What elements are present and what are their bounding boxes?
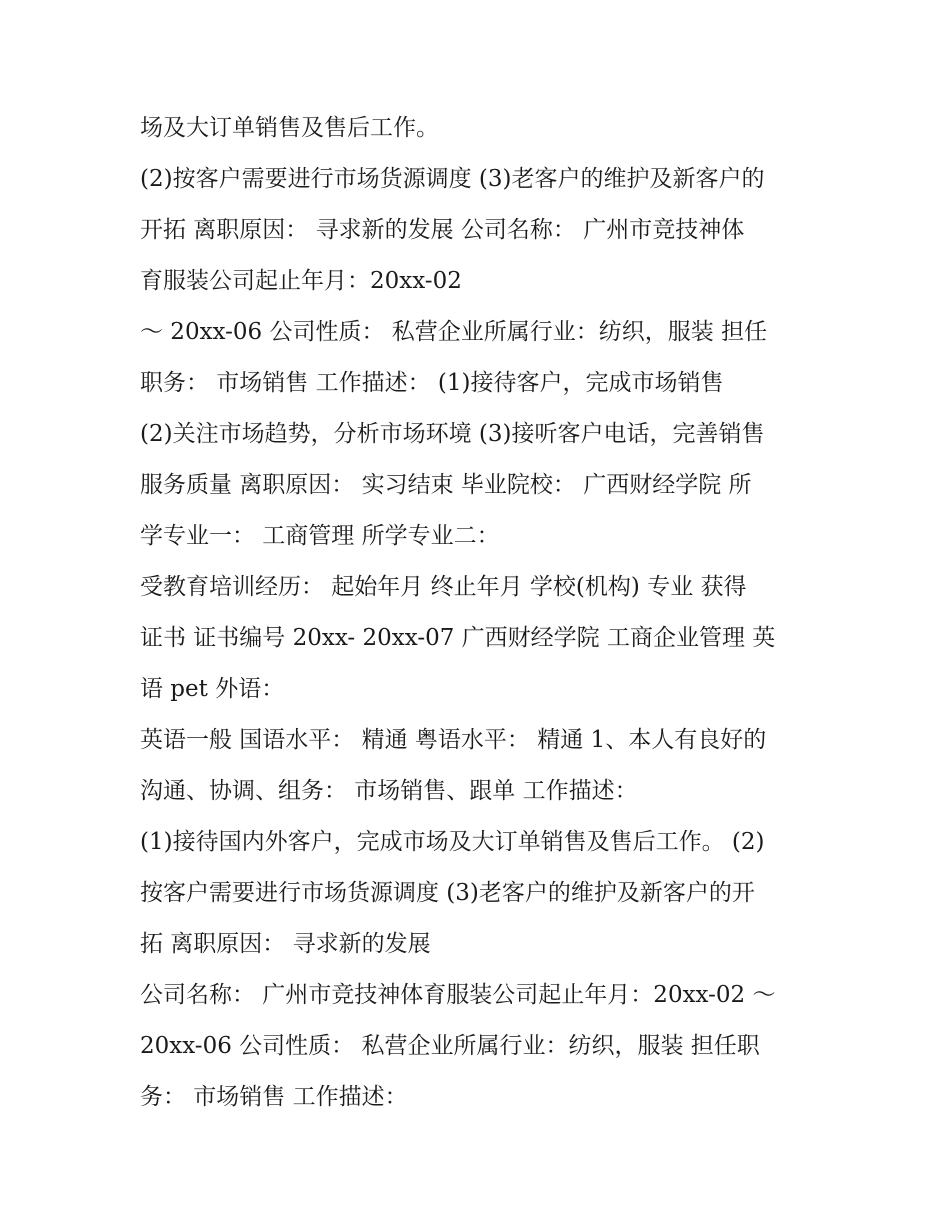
document-body [140, 106, 820, 1126]
text-line-3: 开拓 离职原因： 寻求新的发展 公司名称： 广州市竞技神体 [140, 217, 745, 243]
text-line-16: 按客户需要进行市场货源调度 (3)老客户的维护及新客户的开 [140, 880, 755, 906]
text-line-1: 场及大订单销售及售后工作。 [140, 115, 439, 141]
text-line-4: 育服装公司起止年月：20xx-02 [140, 268, 462, 294]
text-line-12: 语 pet 外语： [140, 676, 285, 702]
text-line-13: 英语一般 国语水平： 精通 粤语水平： 精通 1、本人有良好的 [140, 727, 767, 753]
text-line-19: 20xx-06 公司性质： 私营企业所属行业：纺织，服装 担任职 [140, 1033, 760, 1059]
text-line-7: (2)关注市场趋势，分析市场环境 (3)接听客户电话，完善销售 [140, 421, 765, 447]
text-line-14: 沟通、协调、组务： 市场销售、跟单 工作描述： [140, 778, 638, 804]
text-line-20: 务： 市场销售 工作描述： [140, 1084, 408, 1110]
text-line-11: 证书 证书编号 20xx- 20xx-07 广西财经学院 工商企业管理 英 [140, 625, 776, 651]
text-line-8: 服务质量 离职原因： 实习结束 毕业院校： 广西财经学院 所 [140, 472, 752, 498]
text-line-15: (1)接待国内外客户，完成市场及大订单销售及售后工作。 (2) [140, 829, 765, 855]
text-line-9: 学专业一： 工商管理 所学专业二： [140, 523, 500, 549]
text-line-2: (2)按客户需要进行市场货源调度 (3)老客户的维护及新客户的 [140, 166, 765, 192]
text-line-17: 拓 离职原因： 寻求新的发展 [140, 931, 431, 957]
text-line-10: 受教育培训经历： 起始年月 终止年月 学校(机构) 专业 获得 [140, 574, 747, 600]
text-line-18: 公司名称： 广州市竞技神体育服装公司起止年月：20xx-02 ～ [140, 982, 776, 1008]
text-line-5: ～ 20xx-06 公司性质： 私营企业所属行业：纺织，服装 担任 [140, 319, 768, 345]
text-line-6: 职务： 市场销售 工作描述： (1)接待客户，完成市场销售 [140, 370, 724, 396]
